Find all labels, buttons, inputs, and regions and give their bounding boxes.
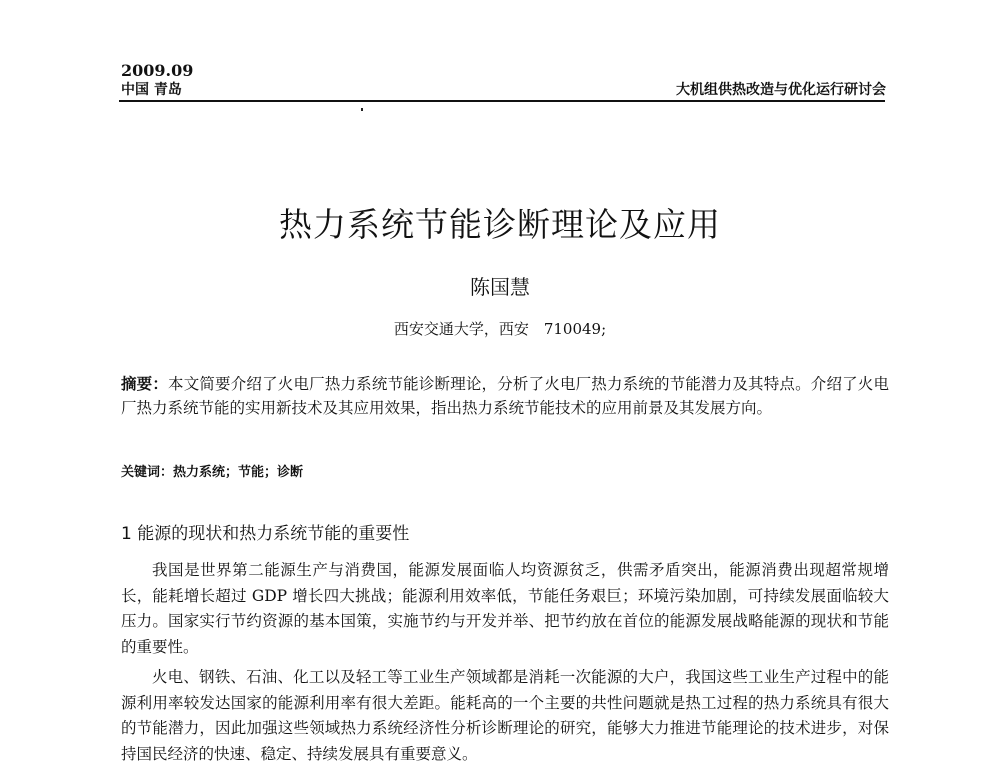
abstract [121,372,889,420]
scan-speck [361,108,363,111]
section-heading: 1 能源的现状和热力系统节能的重要性 [121,524,410,544]
author: 陈国慧 [470,275,530,299]
paragraph-1: 我国是世界第二能源生产与消费国，能源发展面临人均资源贫乏，供需矛盾突出，能源消费出现超常规增长，能耗增长超过 GDP 增长四大挑战；能源利用效率低，节能任务艰巨；环境污染加剧，可持续发展面临较大压力。国家实行节约资源的基本国策，实施节约与开发并举、把节约放在首位的能源发展战略能源的现状和节能的重要性。 [121,561,889,656]
abstract-text: 本文简要介绍了火电厂热力系统节能诊断理论，分析了火电厂热力系统的节能潜力及其特点。介绍了火电厂热力系统节能的实用新技术及其应用效果，指出热力系统节能技术的应用前景及其发展方向。 [121,375,889,417]
paper-title: 热力系统节能诊断理论及应用 [279,205,721,244]
header-place: 中国 青岛 [121,82,182,98]
affiliation: 西安交通大学，西安 710049; [393,320,607,338]
header-rule [119,100,885,102]
keywords: 关键词：热力系统；节能；诊断 [121,465,304,480]
header-conference: 大机组供热改造与优化运行研讨会 [676,82,886,98]
abstract-label: 摘要： [121,374,169,393]
paragraph-2: 火电、钢铁、石油、化工以及轻工等工业生产领域都是消耗一次能源的大户，我国这些工业生产过程中的能源利用率较发达国家的能源利用率有很大差距。能耗高的一个主要的共性问题就是热工过程的热力系统具有很大的节能潜力，因此加强这些领域热力系统经济性分析诊断理论的研究，能够大力推进节能理论的技术进步，对保持国民经济的快速、稳定、持续发展具有重要意义。 [121,668,889,763]
header-date: 2009.09 [121,61,194,80]
